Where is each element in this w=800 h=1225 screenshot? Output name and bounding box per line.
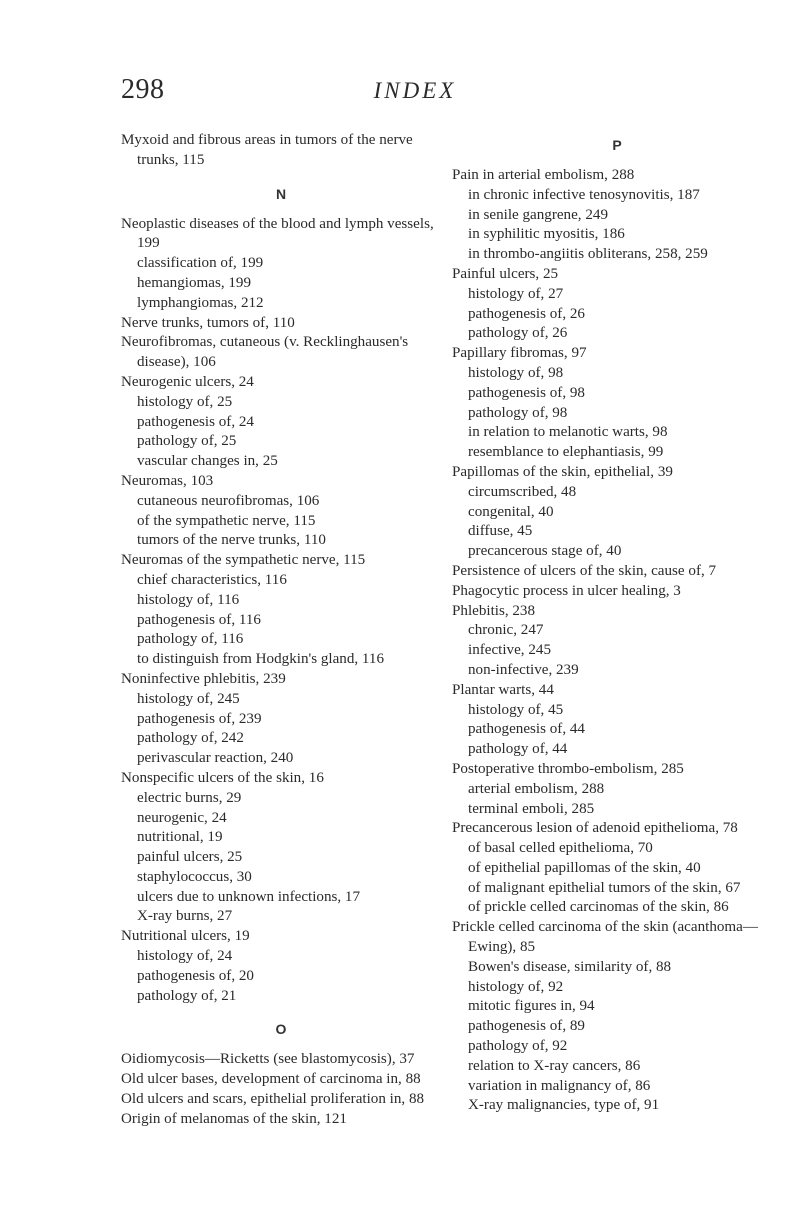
index-subentry: histology of, 116 — [137, 591, 240, 608]
index-subentry: precancerous stage of, 40 — [468, 543, 622, 560]
index-subentry: pathology of, 92 — [468, 1038, 568, 1055]
index-subentry: nutritional, 19 — [137, 829, 223, 846]
index-subentry: of basal celled epithelioma, 70 — [468, 840, 653, 857]
index-subentry: histology of, 25 — [137, 393, 233, 410]
index-subentry: pathology of, 21 — [137, 987, 237, 1004]
index-subentry: of prickle celled carcinomas of the skin, 86 — [468, 899, 729, 916]
index-entry: Neurogenic ulcers, 24 — [121, 373, 254, 390]
index-subentry: of epithelial papillomas of the skin, 40 — [468, 859, 701, 876]
index-subentry: of malignant epithelial tumors of the skin, 67 — [468, 879, 741, 896]
index-subentry: pathology of, 44 — [468, 741, 568, 758]
index-subentry: in chronic infective tenosynovitis, 187 — [468, 186, 700, 203]
index-subentry: resemblance to elephantiasis, 99 — [468, 444, 664, 461]
index-subentry: pathogenesis of, 26 — [468, 305, 585, 322]
index-subentry: in thrombo-angiitis obliterans, 258, 259 — [468, 246, 708, 263]
index-entry: Papillary fibromas, 97 — [452, 345, 587, 362]
running-head: INDEX — [373, 78, 457, 103]
index-entry: Painful ulcers, 25 — [452, 265, 559, 282]
index-subentry: pathogenesis of, 239 — [137, 710, 262, 727]
index-subentry: diffuse, 45 — [468, 523, 533, 540]
index-entry: Persistence of ulcers of the skin, cause of, 7 — [452, 562, 717, 579]
index-subentry: ulcers due to unknown infections, 17 — [137, 888, 361, 905]
index-subentry: in relation to melanotic warts, 98 — [468, 424, 668, 441]
index-subentry: histology of, 98 — [468, 364, 564, 381]
index-subentry: electric burns, 29 — [137, 789, 242, 806]
index-entry: Neuromas of the sympathetic nerve, 115 — [121, 552, 366, 569]
index-entry: Phagocytic process in ulcer healing, 3 — [452, 582, 681, 599]
index-subentry: vascular changes in, 25 — [137, 453, 278, 470]
index-subentry: pathogenesis of, 20 — [137, 967, 254, 984]
section-letter: N — [275, 185, 287, 202]
index-entry: Oidiomycosis—Ricketts (see blastomycosis), 37 — [121, 1051, 415, 1068]
index-subentry: perivascular reaction, 240 — [137, 750, 294, 767]
index-column-right — [452, 131, 782, 1116]
section-letter: O — [275, 1021, 287, 1038]
page-number: 298 — [121, 74, 165, 105]
index-subentry: terminal emboli, 285 — [468, 800, 595, 817]
index-subentry: pathogenesis of, 89 — [468, 1018, 585, 1035]
index-entry: Pain in arterial embolism, 288 — [452, 167, 635, 183]
index-subentry: Bowen's disease, similarity of, 88 — [468, 958, 672, 975]
index-entry: Phlebitis, 238 — [452, 602, 536, 619]
index-subentry: cutaneous neurofibromas, 106 — [137, 492, 320, 509]
index-subentry: pathogenesis of, 24 — [137, 413, 254, 430]
index-subentry: histology of, 27 — [468, 285, 564, 302]
index-subentry: lymphangiomas, 212 — [137, 294, 264, 311]
index-subentry: chronic, 247 — [468, 622, 544, 639]
index-subentry: congenital, 40 — [468, 503, 554, 520]
index-subentry: histology of, 245 — [137, 690, 240, 707]
index-subentry: circumscribed, 48 — [468, 483, 577, 500]
index-entry: Noninfective phlebitis, 239 — [121, 670, 286, 687]
index-entry: Origin of melanomas of the skin, 121 — [121, 1110, 347, 1127]
index-entry: Myxoid and fibrous areas in tumors of the nerve trunks, 115 — [121, 132, 413, 168]
index-subentry: hemangiomas, 199 — [137, 274, 252, 291]
index-subentry: classification of, 199 — [137, 255, 264, 272]
index-subentry: histology of, 92 — [468, 978, 564, 995]
index-subentry: pathology of, 242 — [137, 730, 244, 747]
index-subentry: arterial embolism, 288 — [468, 780, 605, 797]
index-subentry: variation in malignancy of, 86 — [468, 1077, 651, 1094]
index-subentry: in syphilitic myositis, 186 — [468, 226, 625, 243]
index-subentry: X-ray burns, 27 — [137, 908, 233, 925]
index-subentry: X-ray malignancies, type of, 91 — [468, 1097, 660, 1114]
index-subentry: histology of, 45 — [468, 701, 564, 718]
index-subentry: relation to X-ray cancers, 86 — [468, 1057, 641, 1074]
index-subentry: neurogenic, 24 — [137, 809, 227, 826]
index-subentry: pathology of, 25 — [137, 433, 237, 450]
index-subentry: non-infective, 239 — [468, 661, 579, 678]
index-entry: Old ulcers and scars, epithelial proliferation in, 88 — [121, 1091, 425, 1108]
index-subentry: pathogenesis of, 116 — [137, 611, 261, 628]
index-entry: Nutritional ulcers, 19 — [121, 928, 250, 945]
index-entry: Nerve trunks, tumors of, 110 — [121, 314, 295, 331]
index-subentry: to distinguish from Hodgkin's gland, 116 — [137, 651, 385, 668]
index-entry: Neuromas, 103 — [121, 472, 214, 489]
index-subentry: pathology of, 98 — [468, 404, 568, 421]
index-subentry: pathology of, 26 — [468, 325, 568, 342]
index-subentry: pathogenesis of, 98 — [468, 384, 585, 401]
index-subentry: mitotic figures in, 94 — [468, 998, 595, 1015]
index-subentry: infective, 245 — [468, 642, 551, 659]
index-column-left — [121, 131, 441, 1130]
index-subentry: chief characteristics, 116 — [137, 571, 287, 588]
index-entry: Old ulcer bases, development of carcinoma in, 88 — [121, 1071, 421, 1088]
index-subentry: pathogenesis of, 44 — [468, 721, 585, 738]
index-entry: Precancerous lesion of adenoid epithelioma, 78 — [452, 820, 738, 837]
index-entry: Postoperative thrombo-embolism, 285 — [452, 760, 684, 777]
index-subentry: pathology of, 116 — [137, 631, 244, 648]
index-subentry: histology of, 24 — [137, 948, 233, 965]
index-subentry: in senile gangrene, 249 — [468, 206, 608, 223]
index-subentry: of the sympathetic nerve, 115 — [137, 512, 316, 529]
index-entry: Neurofibromas, cutaneous (v. Recklinghausen's disease), 106 — [121, 334, 409, 371]
index-subentry: tumors of the nerve trunks, 110 — [137, 532, 326, 549]
index-entry: Neoplastic diseases of the blood and lymph vessels, 199 — [121, 215, 434, 252]
index-entry: Plantar warts, 44 — [452, 681, 554, 698]
section-letter: P — [612, 137, 622, 153]
index-entry: Papillomas of the skin, epithelial, 39 — [452, 463, 673, 480]
index-subentry: staphylococcus, 30 — [137, 868, 252, 885]
index-entry: Nonspecific ulcers of the skin, 16 — [121, 769, 324, 786]
index-entry: Prickle celled carcinoma of the skin (acanthoma—Ewing), 85 — [452, 919, 758, 956]
index-subentry: painful ulcers, 25 — [137, 849, 243, 866]
